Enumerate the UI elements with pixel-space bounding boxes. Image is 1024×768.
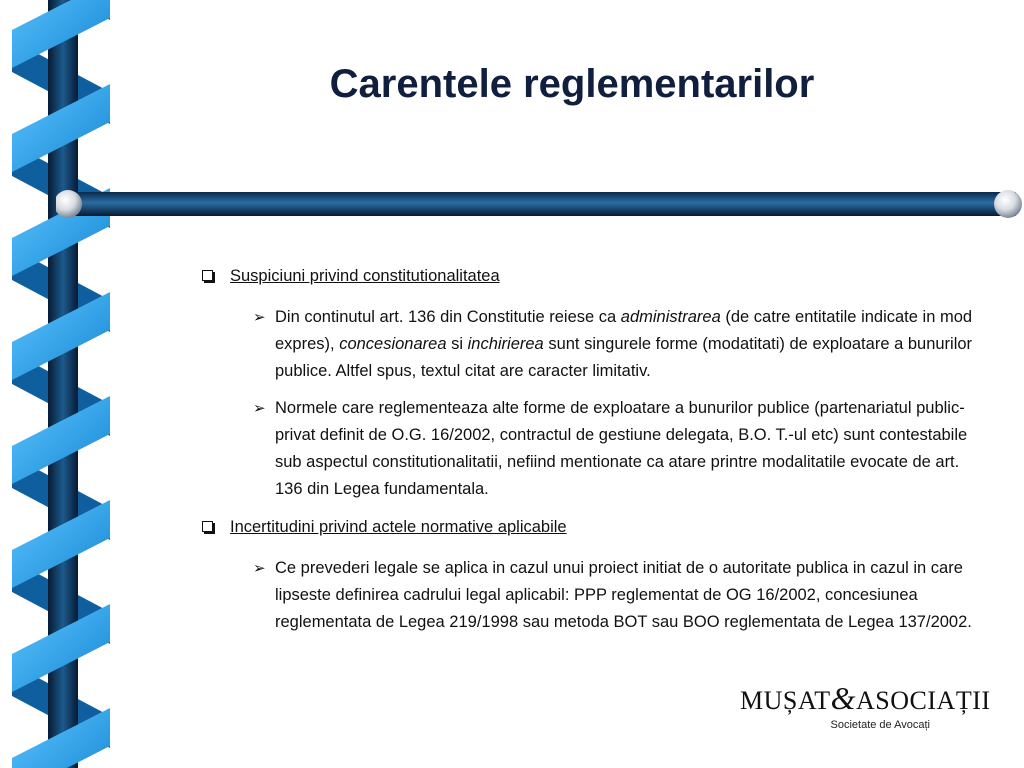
- title-divider-bar: [56, 189, 1024, 219]
- company-logo: [740, 680, 1002, 740]
- logo-wordmark: MUȘAT&ASOCIAȚII: [740, 680, 991, 716]
- arrow-bullet-icon: ➢: [253, 400, 266, 417]
- sub-bullet-text: Normele care reglementeaza alte forme de exploatare a bunurilor publice (partenariatul public-privat definit de O.G. 16/2002, contractul de gestiune delegata, B.O. T.-ul etc) sunt contestabile sub aspectul constitutionalitatii, nefiind mentionate ca atare printre modalitatile evocate de art. 136 din Legea fundamentala.: [275, 399, 968, 498]
- slide-body: [200, 262, 1000, 646]
- bullet-item: [200, 262, 1000, 290]
- sub-bullet-item: [253, 304, 990, 385]
- decorative-ribbon: [0, 0, 120, 768]
- bullet-heading: Incertitudini privind actele normative aplicabile: [230, 518, 567, 536]
- right-knob: [994, 190, 1022, 218]
- checkbox-bullet-icon: [202, 521, 213, 532]
- checkbox-bullet-icon: [202, 270, 213, 281]
- arrow-bullet-icon: ➢: [253, 309, 266, 326]
- sub-bullet-text: Ce prevederi legale se aplica in cazul unui proiect initiat de o autoritate publica in cazul in care lipseste definirea cadrului legal aplicabil: PPP reglementat de OG 16/2002, concesiunea reglementata de Legea 219/1998 sau metoda BOT sau BOO reglementata de Legea 137/2002.: [275, 559, 972, 631]
- bullet-item: [200, 513, 1000, 541]
- sub-bullet-text: Din continutul art. 136 din Constitutie reiese ca administrarea (de catre entitatile indicate in mod expres), concesionarea si inchirierea sunt singurele forme (modatitati) de exploatare a bunurilor publice. Altfel spus, textul citat are caracter limitativ.: [275, 308, 973, 380]
- sub-bullet-item: [253, 395, 990, 503]
- bullet-heading: Suspiciuni privind constitutionalitatea: [230, 267, 500, 285]
- logo-tagline: Societate de Avocați: [830, 719, 930, 731]
- arrow-bullet-icon: ➢: [253, 560, 266, 577]
- slide-title: Carentele reglementarilor: [329, 62, 815, 106]
- sub-bullet-item: [253, 555, 990, 636]
